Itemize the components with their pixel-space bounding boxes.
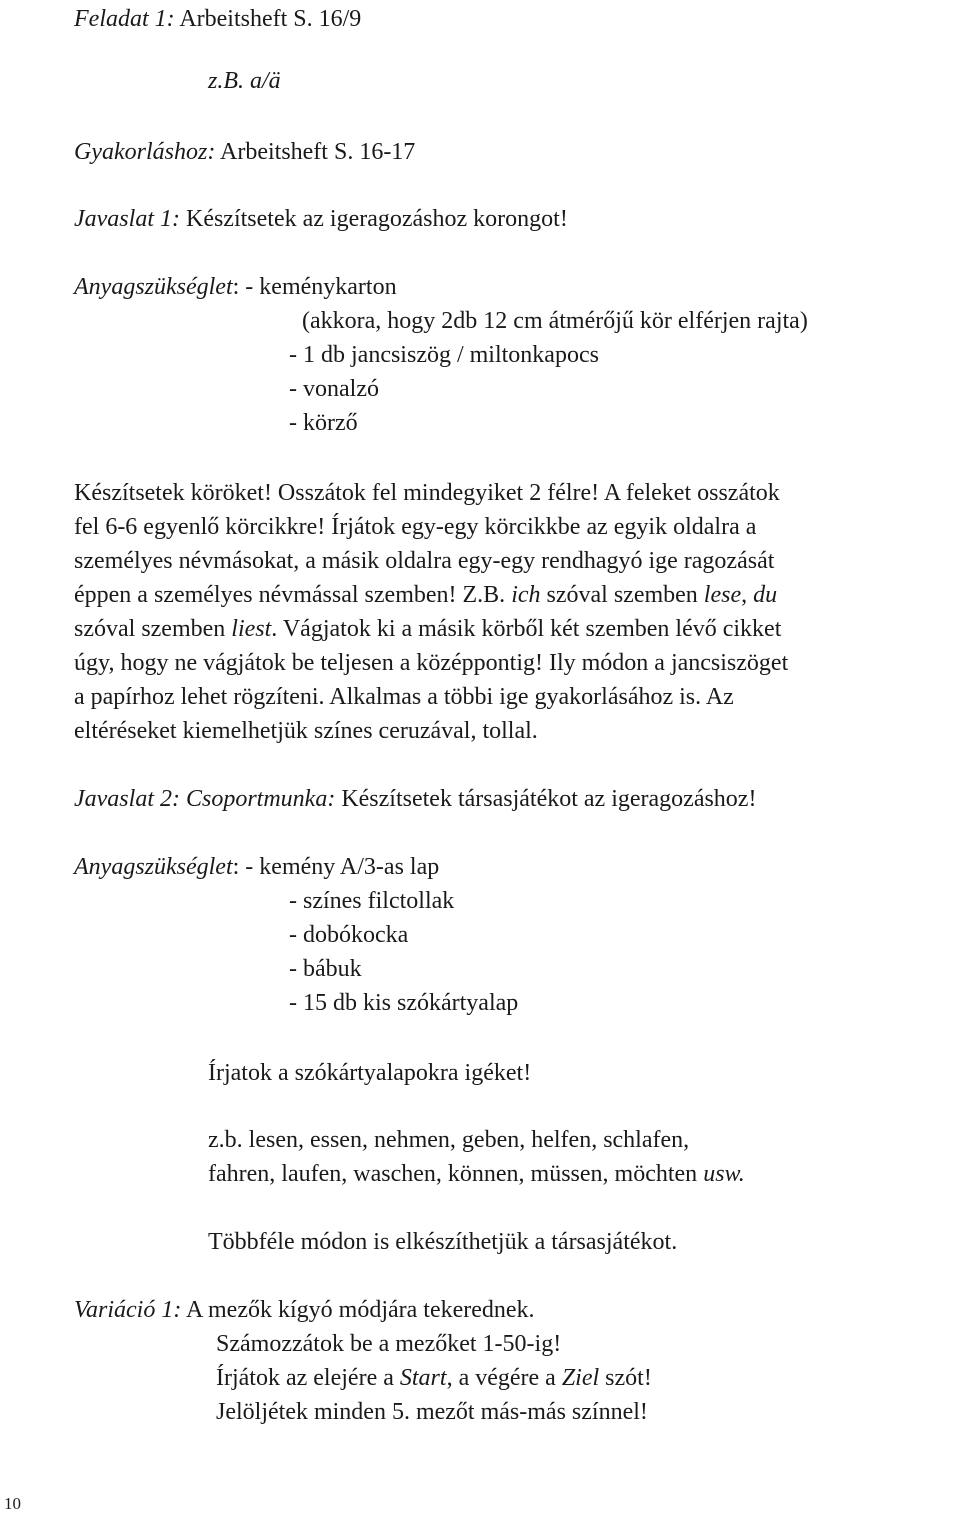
instruction-italic: lese	[703, 582, 742, 608]
instruction-text: szóval szemben	[74, 616, 232, 642]
instruction-italic: du	[753, 582, 778, 608]
anyag1-item: - körző	[289, 410, 358, 436]
anyag2-line	[74, 852, 439, 882]
szokartya-example-text: fahren, laufen, waschen, können, müssen, möchten	[208, 1161, 704, 1187]
anyag2-item: - 15 db kis szókártyalap	[289, 990, 519, 1016]
anyag1-item: - vonalzó	[289, 376, 379, 402]
instruction-line	[74, 580, 777, 610]
instruction-text: szóval szemben	[540, 582, 704, 608]
page-number: 10	[4, 1494, 21, 1513]
variacio-text: Írjátok az elejére a	[216, 1365, 400, 1391]
anyag1-line	[74, 272, 397, 302]
szokartya-instruction: Írjatok a szókártyalapokra igéket!	[208, 1060, 532, 1086]
instruction-text: éppen a személyes névmással szemben! Z.B.	[74, 582, 512, 608]
gyakorlashoz-label: Gyakorláshoz:	[74, 139, 216, 165]
variacio-item	[216, 1363, 652, 1393]
anyag2-item: - színes filctollak	[289, 888, 455, 914]
anyag2-item: - bábuk	[289, 956, 362, 982]
anyag2-first: : - kemény A/3-as lap	[232, 854, 440, 880]
javaslat1-line	[74, 204, 568, 234]
instruction-italic: ich	[511, 582, 541, 608]
instruction-italic: liest	[231, 616, 272, 642]
anyag1-label: Anyagszükséglet	[74, 274, 233, 300]
variacio-text: , a végére a	[446, 1365, 562, 1391]
anyag1-item: (akkora, hogy 2db 12 cm átmérőjű kör elférjen rajta)	[302, 308, 808, 334]
szokartya-example	[208, 1159, 745, 1189]
variacio-text: A mezők kígyó módjára tekerednek.	[181, 1297, 535, 1323]
instruction-line: a papírhoz lehet rögzíteni. Alkalmas a többi ige gyakorlásához is. Az	[74, 684, 734, 710]
javaslat1-text: Készítsetek az igeragozáshoz korongot!	[179, 206, 568, 232]
variacio-item: Számozzátok be a mezőket 1-50-ig!	[216, 1331, 562, 1357]
instruction-text: ,	[741, 582, 754, 608]
javaslat2-label: Javaslat 2: Csoportmunka:	[74, 786, 336, 812]
variacio-item: Jelöljétek minden 5. mezőt más-más színnel!	[216, 1399, 648, 1425]
variacio-text: szót!	[599, 1365, 652, 1391]
instruction-text: . Vágjatok ki a másik körből két szemben lévő cikket	[271, 616, 782, 642]
szokartya-example-usw: usw.	[703, 1161, 745, 1187]
anyag2-item: - dobókocka	[289, 922, 409, 948]
feladat-label: Feladat 1:	[74, 6, 175, 32]
feladat-example: z.B. a/ä	[208, 68, 281, 94]
javaslat2-text: Készítsetek társasjátékot az igeragozáshoz!	[335, 786, 757, 812]
instruction-line	[74, 614, 781, 644]
anyag2-label: Anyagszükséglet	[74, 854, 233, 880]
anyag1-item: - 1 db jancsiszög / miltonkapocs	[289, 342, 599, 368]
instruction-line: személyes névmásokat, a másik oldalra egy-egy rendhagyó ige ragozását	[74, 548, 775, 574]
javaslat2-line	[74, 784, 756, 814]
szokartya-note: Többféle módon is elkészíthetjük a társasjátékot.	[208, 1229, 678, 1255]
javaslat1-label: Javaslat 1:	[74, 206, 180, 232]
feladat-text: Arbeitsheft S. 16/9	[174, 6, 362, 32]
gyakorlashoz-line	[74, 137, 415, 167]
instruction-line: eltéréseket kiemelhetjük színes ceruzával, tollal.	[74, 718, 538, 744]
feladat-line	[74, 4, 361, 34]
instruction-line: úgy, hogy ne vágjátok be teljesen a középpontig! Ily módon a jancsiszöget	[74, 650, 789, 676]
variacio-label: Variáció 1:	[74, 1297, 182, 1323]
gyakorlashoz-text: Arbeitsheft S. 16-17	[215, 139, 416, 165]
variacio-ziel: Ziel	[561, 1365, 600, 1391]
szokartya-example: z.b. lesen, essen, nehmen, geben, helfen, schlafen,	[208, 1127, 690, 1153]
variacio-start: Start	[399, 1365, 447, 1391]
anyag1-first: : - keménykarton	[232, 274, 397, 300]
instruction-line: Készítsetek köröket! Osszátok fel mindegyiket 2 félre! A feleket osszátok	[74, 480, 780, 506]
instruction-line: fel 6-6 egyenlő körcikkre! Írjátok egy-egy körcikkbe az egyik oldalra a	[74, 514, 757, 540]
variacio-line	[74, 1295, 535, 1325]
